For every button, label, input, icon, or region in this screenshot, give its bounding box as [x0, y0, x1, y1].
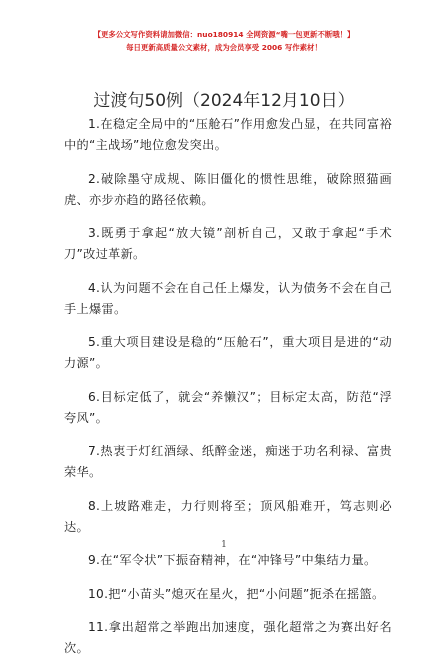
list-item: 3.既勇于拿起“放大镜”剖析自己，又敢于拿起“手术刀”改过革新。: [64, 226, 392, 261]
list-item: 9.在“军令状”下振奋精神，在“冲锋号”中集结力量。: [88, 553, 377, 567]
list-item: 8.上坡路难走，力行则将至；顶风船难开，笃志则必达。: [64, 498, 392, 534]
list-item: 4.认为问题不会在自己任上爆发，认为债务不会在自己手上爆雷。: [64, 280, 392, 316]
list-item: 11.拿出超常之举跑出加速度，强化超常之为赛出好名次。: [64, 620, 392, 655]
list-item: 6.目标定低了，就会“养懒汉”；目标定太高，防范“浮夸风”。: [64, 389, 392, 425]
list-item: 10.把“小苗头”熄灭在星火，把“小问题”扼杀在摇篮。: [88, 586, 385, 601]
list-item: 1.在稳定全局中的“压舱石”作用愈发凸显，在共同富裕中的“主战场”地位愈发突出。: [64, 117, 392, 152]
list-item: 7.热衷于灯红酒绿、纸醉金迷，痴迷于功名利禄、富贵荣华。: [64, 444, 392, 479]
promo-banner-line-1: 【更多公文写作资料请加微信：nuo180914 全网资源“嘴一包更新不断哦！】: [93, 30, 355, 39]
document-title: 过渡句50例（2024年12月10日）: [93, 91, 355, 111]
promo-banner: [0, 28, 448, 54]
promo-banner-line-2: 每日更新高质量公文素材，成为会员享受 2006 写作素材！: [126, 43, 322, 52]
list-item: 5.重大项目建设是稳的“压舱石”，重大项目是进的“动力源”。: [64, 335, 392, 370]
page-number: 1: [221, 540, 227, 550]
list-item: 2.破除墨守成规、陈旧僵化的惯性思维，破除照猫画虎、亦步亦趋的路径依赖。: [64, 171, 392, 207]
sentence-list: [64, 114, 392, 672]
